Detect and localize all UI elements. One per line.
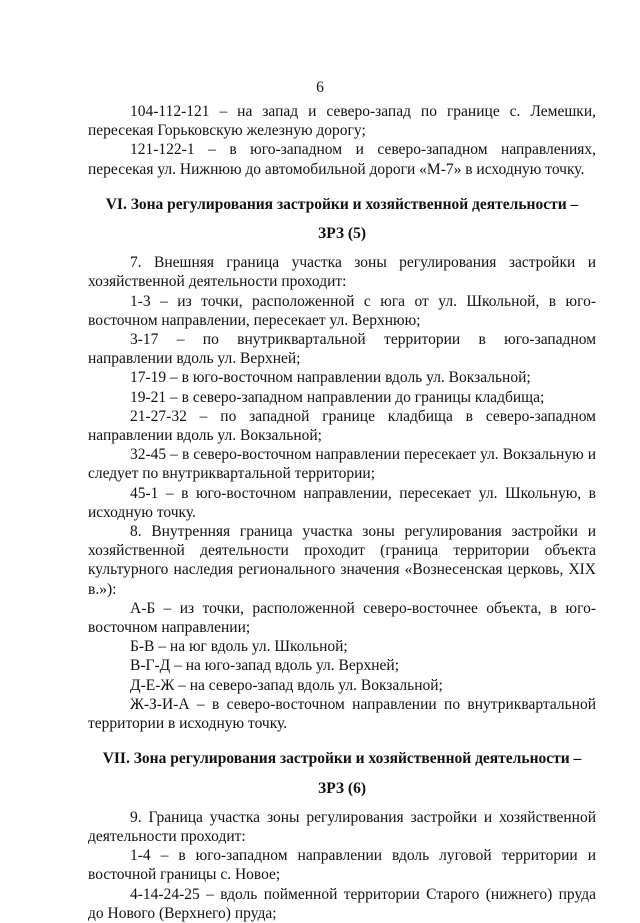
paragraph-route-121-1: 121-122-1 – в юго-западном и северо-западном направлениях, пересекая ул. Нижнюю до автомобильной дороги «М-7» в исходную точку.: [88, 141, 596, 178]
paragraph-route-104-121: 104-112-121 – на запад и северо-запад по границе с. Лемешки, пересекая Горьковскую железную дорогу;: [88, 103, 596, 140]
paragraph-route-zh-a: Ж-З-И-А – в северо-восточном направлении по внутриквартальной территории в исходную точку.: [88, 695, 596, 733]
paragraph-route-21-32: 21-27-32 – по западной границе кладбища в северо-западном направлении вдоль ул. Вокзальной;: [88, 407, 596, 445]
paragraph-route-4-25: 4-14-24-25 – вдоль пойменной территории Старого (нижнего) пруда до Нового (Верхнего) пруда;: [88, 885, 596, 922]
paragraph-route-d-zh: Д-Е-Ж – на северо-запад вдоль ул. Вокзальной;: [130, 676, 443, 694]
paragraph-route-19-21: 19-21 – в северо-западном направлении до границы кладбища;: [130, 388, 545, 406]
page-number: 6: [316, 79, 324, 96]
paragraph-route-v-d: В-Г-Д – на юго-запад вдоль ул. Верхней;: [130, 657, 400, 675]
section-6-subtitle: ЗРЗ (5): [318, 225, 366, 243]
paragraph-route-1-3: 1-3 – из точки, расположенной с юга от ул. Школьной, в юго-восточном направлении, пересекает ул. Верхнюю;: [88, 292, 596, 329]
section-7-subtitle: ЗРЗ (6): [318, 779, 366, 797]
document-body: [88, 102, 596, 923]
paragraph-route-32-45: 32-45 – в северо-восточном направлении пересекает ул. Вокзальную и следует по внутриквартальной территории;: [88, 446, 596, 483]
paragraph-route-1-4: 1-4 – в юго-западном направлении вдоль луговой территории и восточной границы с. Новое;: [88, 847, 596, 884]
section-6-title: VI. Зона регулирования застройки и хозяйственной деятельности –: [105, 195, 579, 213]
paragraph-route-17-19: 17-19 – в юго-восточном направлении вдоль ул. Вокзальной;: [130, 369, 531, 387]
paragraph-route-45-1: 45-1 – в юго-восточном направлении, пересекает ул. Школьную, в исходную точку.: [88, 484, 596, 521]
paragraph-route-a-b: А-Б – из точки, расположенной северо-восточнее объекта, в юго-восточном направлении;: [88, 599, 596, 637]
paragraph-8-intro: 8. Внутренняя граница участка зоны регулирования застройки и хозяйственной деятельности проходит (граница территории объекта культурного наследия регионального значения «Вознесенская церковь, XIX в.»):: [88, 523, 596, 598]
paragraph-9-intro: 9. Граница участка зоны регулирования застройки и хозяйственной деятельности проходит:: [88, 808, 596, 845]
paragraph-route-b-v: Б-В – на юг вдоль ул. Школьной;: [130, 638, 348, 656]
paragraph-route-3-17: 3-17 – по внутриквартальной территории в юго-западном направлении вдоль ул. Верхней;: [88, 331, 596, 368]
paragraph-7-intro: 7. Внешняя граница участка зоны регулирования застройки и хозяйственной деятельности проходит:: [88, 254, 596, 291]
section-7-title: VII. Зона регулирования застройки и хозяйственной деятельности –: [102, 750, 582, 768]
